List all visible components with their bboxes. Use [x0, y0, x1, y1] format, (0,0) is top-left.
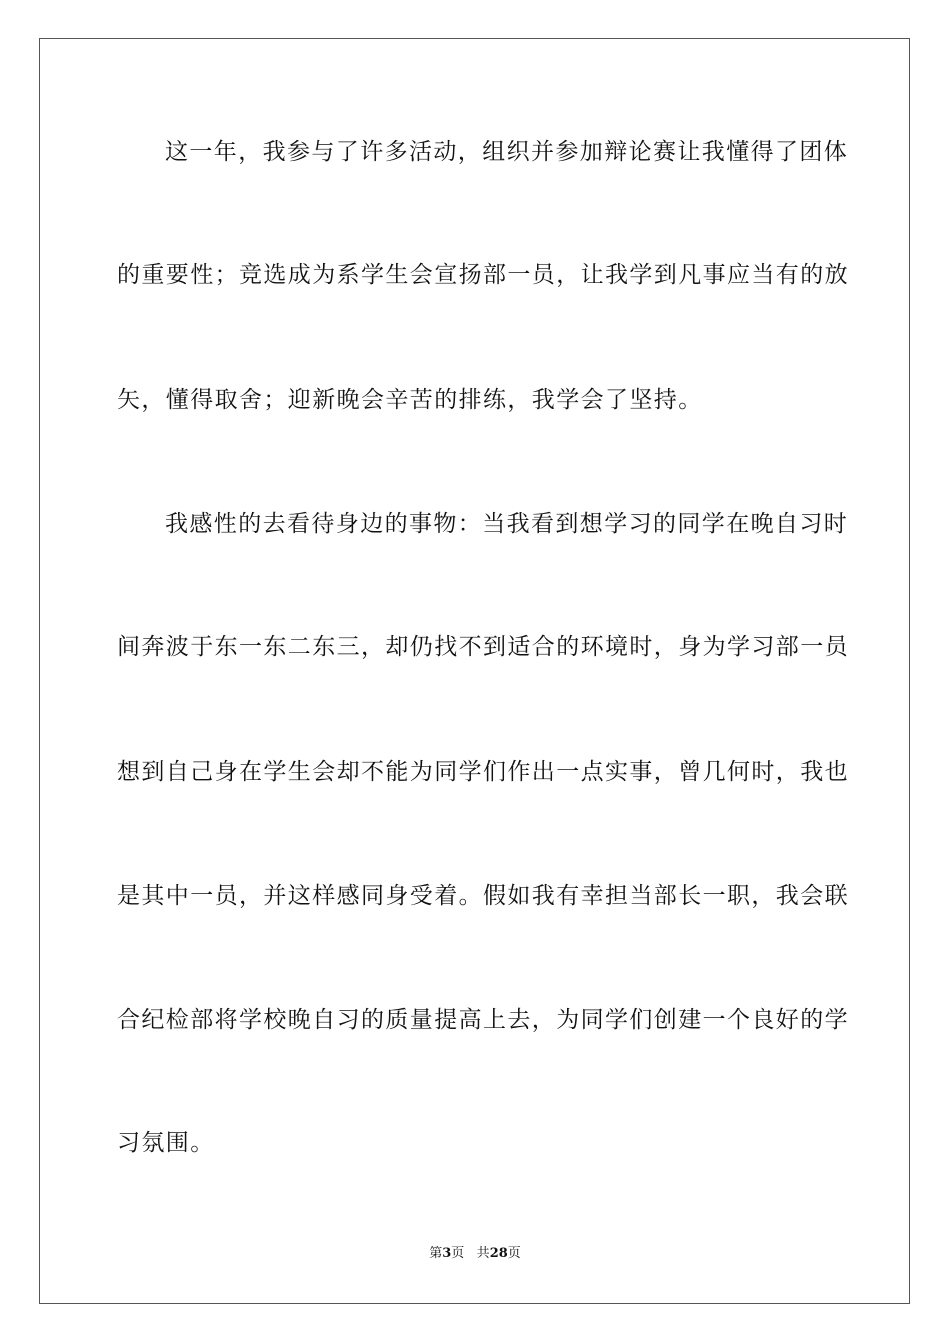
- paragraph-2-line-4: 是其中一员，并这样感同身受着。假如我有幸担当部长一职，我会联: [117, 883, 849, 909]
- paragraph-2-line-6: 习氛围。: [117, 1130, 215, 1156]
- footer-total-pages: 28: [489, 1246, 508, 1261]
- paragraph-1-line-2: 的重要性；竞选成为系学生会宣扬部一员，让我学到凡事应当有的放: [117, 262, 849, 288]
- paragraph-2-line-5: 合纪检部将学校晚自习的质量提高上去，为同学们创建一个良好的学: [117, 1007, 849, 1033]
- paragraph-2-line-2: 间奔波于东一东二东三，却仍找不到适合的环境时，身为学习部一员: [117, 634, 849, 660]
- paragraph-1-line-3: 矢，懂得取舍；迎新晚会辛苦的排练，我学会了坚持。: [117, 387, 703, 413]
- footer-total-prefix: 共: [476, 1246, 490, 1261]
- footer-page-prefix: 第: [429, 1246, 443, 1261]
- paragraph-1-line-1: 这一年，我参与了许多活动，组织并参加辩论赛让我懂得了团体: [165, 139, 849, 165]
- paragraph-2-line-3: 想到自己身在学生会却不能为同学们作出一点实事，曾几何时，我也: [117, 759, 849, 785]
- page-footer: [0, 1245, 950, 1263]
- page-border: [39, 38, 910, 1304]
- paragraph-2-line-1: 我感性的去看待身边的事物：当我看到想学习的同学在晚自习时: [165, 511, 849, 537]
- footer-page-number: 3: [442, 1246, 452, 1261]
- footer-total-suffix: 页: [507, 1246, 521, 1261]
- footer-page-suffix: 页: [451, 1246, 465, 1261]
